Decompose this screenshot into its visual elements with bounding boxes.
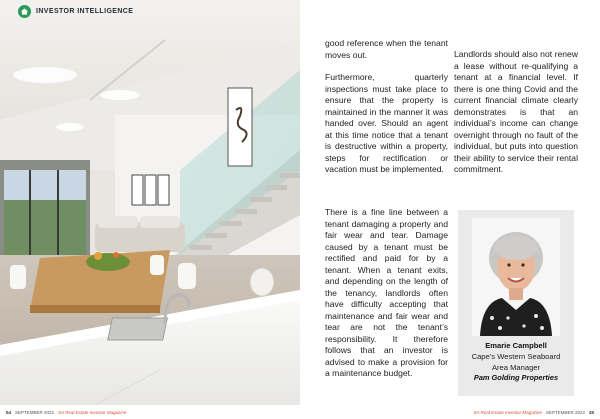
interior-photo — [0, 0, 300, 405]
article-paragraph: Furthermore, quarterly inspections must take place to ensure that the property is maintained in the manner it was handed over. Should an agent at this time notice that a tenant is destructive within a property, steps for rectification or vacation must be implemented. — [325, 72, 448, 174]
page-number-left: 54 — [6, 409, 12, 415]
footer-magazine-right: SA Real Estate Investor Magazine — [473, 409, 542, 415]
footer-left — [0, 405, 300, 419]
article-column-left-top — [325, 38, 448, 187]
footer-magazine-left: SA Real Estate Investor Magazine — [58, 409, 127, 415]
house-logo-icon — [18, 5, 31, 18]
author-role-line2: Area Manager — [491, 362, 541, 372]
footer-date-left: SEPTEMBER 2022 — [15, 409, 55, 415]
author-profile-card — [458, 210, 574, 396]
article-column-left-bottom — [325, 207, 448, 391]
footer-right — [300, 405, 600, 419]
article-paragraph: Landlords should also not renew a lease without re-qualifying a tenant at a financial level. If there is one thing Covid and the current financial climate clearly demonstrates is that an individual’s income can change overnight through no fault of the individual, but puts into question their ability to service their rental commitment. — [454, 49, 578, 174]
author-role — [458, 352, 574, 373]
article-column-right — [454, 49, 578, 187]
page-number-right: 45 — [588, 409, 594, 415]
section-tag-label: INVESTOR INTELLIGENCE — [36, 8, 134, 15]
author-role-line1: Cape’s Western Seaboard — [471, 352, 561, 361]
footer-date-right: SEPTEMBER 2022 — [545, 409, 585, 415]
section-tag — [18, 5, 133, 18]
article-paragraph: good reference when the tenant moves out. — [325, 38, 448, 60]
author-company: Pam Golding Properties — [473, 373, 559, 382]
right-page — [300, 0, 600, 419]
author-portrait — [472, 218, 560, 336]
author-name: Emarie Campbell — [485, 341, 547, 350]
article-paragraph: There is a fine line between a tenant damaging a property and fair wear and tear. Damage caused by a tenant must be rectified and paid for by a tenant. When a tenant exits, and depending on the length of the tenancy, landlords often have difficulty accepting that maintenance and fair wear and tear are not the tenant’s responsibility. It therefore follows that an investor is advised to make a provision for a maintenance budget. — [325, 207, 448, 378]
